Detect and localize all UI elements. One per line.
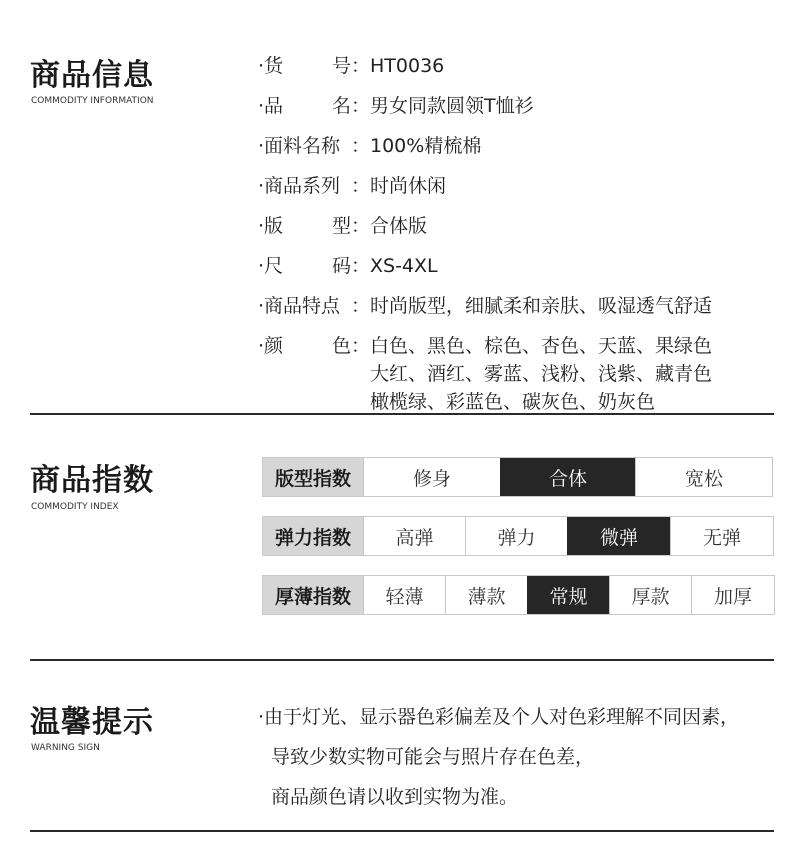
index-option: 无弹 <box>670 517 773 555</box>
info-value: 男女同款圆领T恤衫 <box>370 95 534 117</box>
warning-line: ·由于灯光、显示器色彩偏差及个人对色彩理解不同因素， <box>258 706 740 728</box>
index-section-title: 商品指数 <box>30 463 154 498</box>
info-label: ·品 名 ： <box>258 95 370 117</box>
index-row <box>262 575 775 615</box>
section-divider <box>30 413 774 415</box>
info-value: 合体版 <box>370 215 428 237</box>
info-section-title: 商品信息 <box>30 58 154 93</box>
info-value: 100%精梳棉 <box>370 135 482 157</box>
info-label: ·面料名称 ： <box>258 135 370 157</box>
info-row <box>258 252 778 280</box>
index-label: 弹力指数 <box>263 517 363 555</box>
index-option-selected: 常规 <box>527 576 609 614</box>
section-divider <box>30 659 774 661</box>
info-value: 时尚休闲 <box>370 175 447 197</box>
section-divider <box>30 830 774 832</box>
index-option: 修身 <box>363 458 500 496</box>
index-option: 薄款 <box>445 576 527 614</box>
info-value: 白色、黑色、棕色、杏色、天蓝、果绿色 大红、酒红、雾蓝、浅粉、浅紫、藏青色 橄榄绿、彩蓝色、碳灰色、奶灰色 <box>370 335 713 413</box>
info-row <box>258 52 778 80</box>
index-label: 厚薄指数 <box>263 576 363 614</box>
info-value: HT0036 <box>370 55 445 77</box>
warning-section-subtitle: WARNING SIGN <box>31 743 100 753</box>
info-row <box>258 92 778 120</box>
index-option: 宽松 <box>635 458 772 496</box>
index-option: 厚款 <box>609 576 691 614</box>
info-value: XS-4XL <box>370 255 438 277</box>
index-option-selected: 合体 <box>500 458 635 496</box>
info-label: ·商品特点 ： <box>258 295 370 317</box>
info-label: ·颜 色 ： <box>258 335 370 357</box>
info-row <box>258 332 778 416</box>
index-row <box>262 516 774 556</box>
index-option: 加厚 <box>691 576 774 614</box>
index-option: 高弹 <box>363 517 465 555</box>
warning-line: 导致少数实物可能会与照片存在色差， <box>271 746 595 768</box>
info-row <box>258 132 778 160</box>
index-row <box>262 457 773 497</box>
info-label: ·版 型 ： <box>258 215 370 237</box>
info-row <box>258 212 778 240</box>
index-option: 轻薄 <box>363 576 445 614</box>
info-label: ·尺 码 ： <box>258 255 370 277</box>
info-list <box>258 52 778 428</box>
info-row <box>258 172 778 200</box>
index-option: 弹力 <box>465 517 567 555</box>
index-option-selected: 微弹 <box>567 517 670 555</box>
index-section-subtitle: COMMODITY INDEX <box>31 502 119 512</box>
warning-line: 商品颜色请以收到实物为准。 <box>271 786 519 808</box>
info-section-subtitle: COMMODITY INFORMATION <box>31 96 154 106</box>
info-value: 时尚版型，细腻柔和亲肤、吸湿透气舒适 <box>370 295 713 317</box>
info-label: ·商品系列 ： <box>258 175 370 197</box>
info-row <box>258 292 778 320</box>
warning-section-title: 温馨提示 <box>30 705 154 740</box>
warning-text <box>258 697 739 817</box>
index-label: 版型指数 <box>263 458 363 496</box>
info-label: ·货 号 ： <box>258 55 370 77</box>
